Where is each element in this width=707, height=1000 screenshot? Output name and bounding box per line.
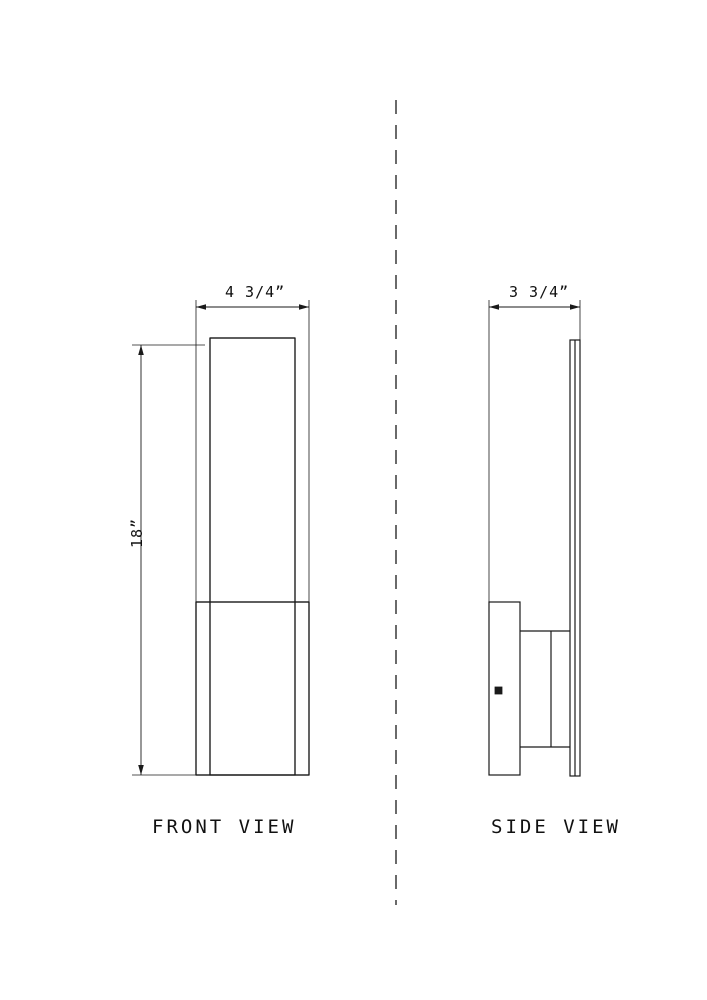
front-height-arrow-top [138,345,144,355]
front-view-title: FRONT VIEW [152,816,297,838]
side-mounting-plate [489,602,520,775]
side-set-screw-detail [495,687,502,694]
side-depth-arrow-right [570,304,580,310]
front-main-column [210,338,295,775]
front-height-dimension-label: 18” [128,517,146,548]
front-body-outline [196,602,309,775]
side-depth-arrow-left [489,304,499,310]
side-view-title: SIDE VIEW [491,816,621,838]
front-height-arrow-bottom [138,765,144,775]
front-width-arrow-right [299,304,309,310]
side-depth-dimension-label: 3 3/4” [509,283,570,301]
front-width-dimension-label: 4 3/4” [225,283,286,301]
front-width-arrow-left [196,304,206,310]
